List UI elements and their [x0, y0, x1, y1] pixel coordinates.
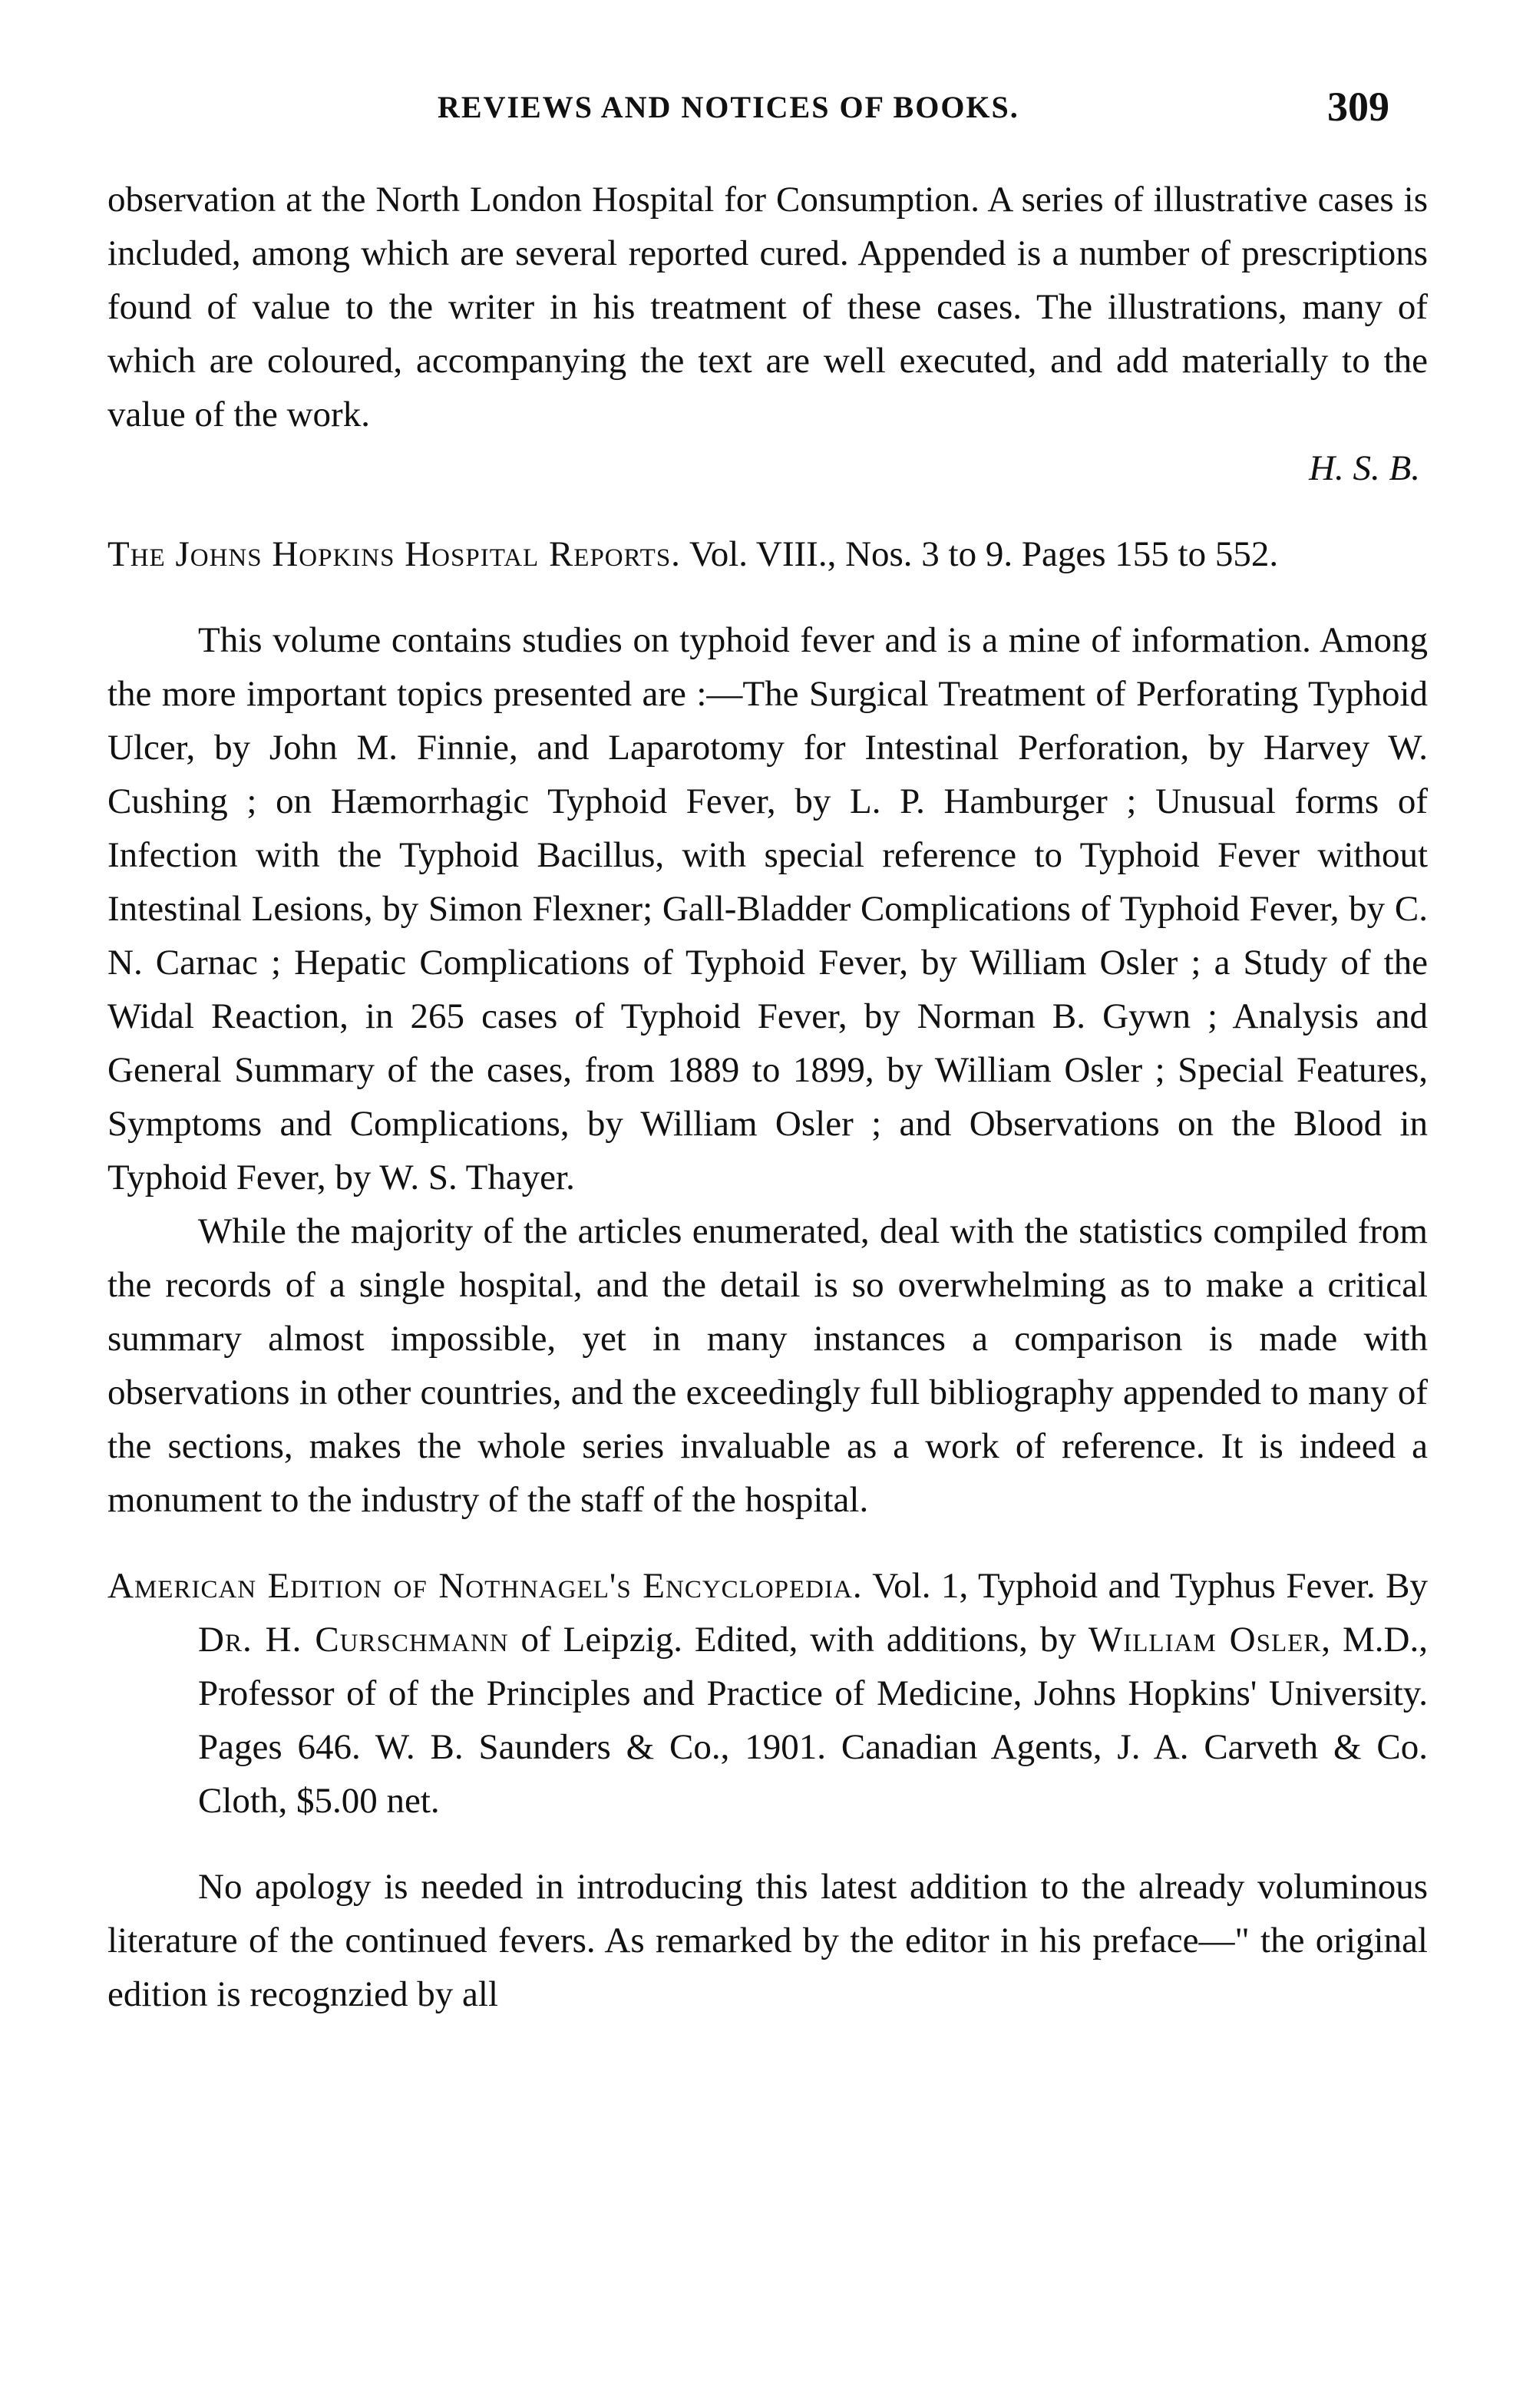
page-number: 309 — [1327, 84, 1389, 130]
book-author: Dr. H. Curschmann — [198, 1620, 509, 1660]
book-title: American Edition of Nothnagel's Encyclopedia. — [107, 1566, 863, 1606]
book-details: Vol. 1, Typhoid and Typhus Fever. By — [862, 1566, 1428, 1606]
review-paragraph: No apology is needed in introducing this latest addition to the already voluminous literature of the continued fevers. As remarked by the editor in his preface—" the original edition is recognzied by all — [107, 1867, 1428, 2014]
book-details: Vol. VIII., Nos. 3 to 9. Pages 155 to 552. — [680, 534, 1279, 574]
running-title: REVIEWS AND NOTICES OF BOOKS. — [438, 90, 1019, 124]
book-title: The Johns Hopkins Hospital Reports. — [107, 534, 681, 574]
book-heading-johns-hopkins — [107, 527, 1428, 581]
book-details: , M.D., Professor of of the Principles and Practice of Medicine, Johns Hopkins' University. Pages 646. W. B. Saunders & Co., 1901. Canadian Agents, J. A. Carveth & Co. Cloth, $5.00 net. — [198, 1620, 1428, 1821]
reviewer-signature: H. S. B. — [1309, 448, 1420, 488]
book-heading-nothnagel — [107, 1559, 1428, 1828]
book-editor: William Osler — [1088, 1620, 1322, 1660]
running-head — [115, 83, 1420, 137]
review-paragraph: While the majority of the articles enumerated, deal with the statistics compiled from the records of a single hospital, and the detail is so overwhelming as to make a critical summary almost impossible, yet in many instances a comparison is made with observations in other countries, and the exceedingly full bibliography appended to many of the sections, makes the whole series invaluable as a work of reference. It is indeed a monument to the industry of the staff of the hospital. — [107, 1211, 1428, 1520]
review-continuation-paragraph: observation at the North London Hospital for Consumption. A series of illustrative cases is included, among which are several reported cured. Appended is a number of prescriptions found of value to the writer in his treatment of these cases. The illustrations, many of which are coloured, accompanying the text are well executed, and add materially to the value of the work. — [107, 180, 1428, 434]
body-text — [107, 173, 1428, 2021]
book-details: of Leipzig. Edited, with additions, by — [508, 1620, 1089, 1660]
review-paragraph: This volume contains studies on typhoid fever and is a mine of information. Among the more important topics presented are :—The Surgical Treatment of Perforating Typhoid Ulcer, by John M. Finnie, and Laparotomy for Intestinal Perforation, by Harvey W. Cushing ; on Hæmorrhagic Typhoid Fever, by L. P. Hamburger ; Unusual forms of Infection with the Typhoid Bacillus, with special reference to Typhoid Fever without Intestinal Lesions, by Simon Flexner; Gall-Bladder Complications of Typhoid Fever, by C. N. Carnac ; Hepatic Complications of Typhoid Fever, by William Osler ; a Study of the Widal Reaction, in 265 cases of Typhoid Fever, by Norman B. Gywn ; Analysis and General Summary of the cases, from 1889 to 1899, by William Osler ; Special Features, Symptoms and Complications, by William Osler ; and Observations on the Blood in Typhoid Fever, by W. S. Thayer. — [107, 620, 1428, 1197]
